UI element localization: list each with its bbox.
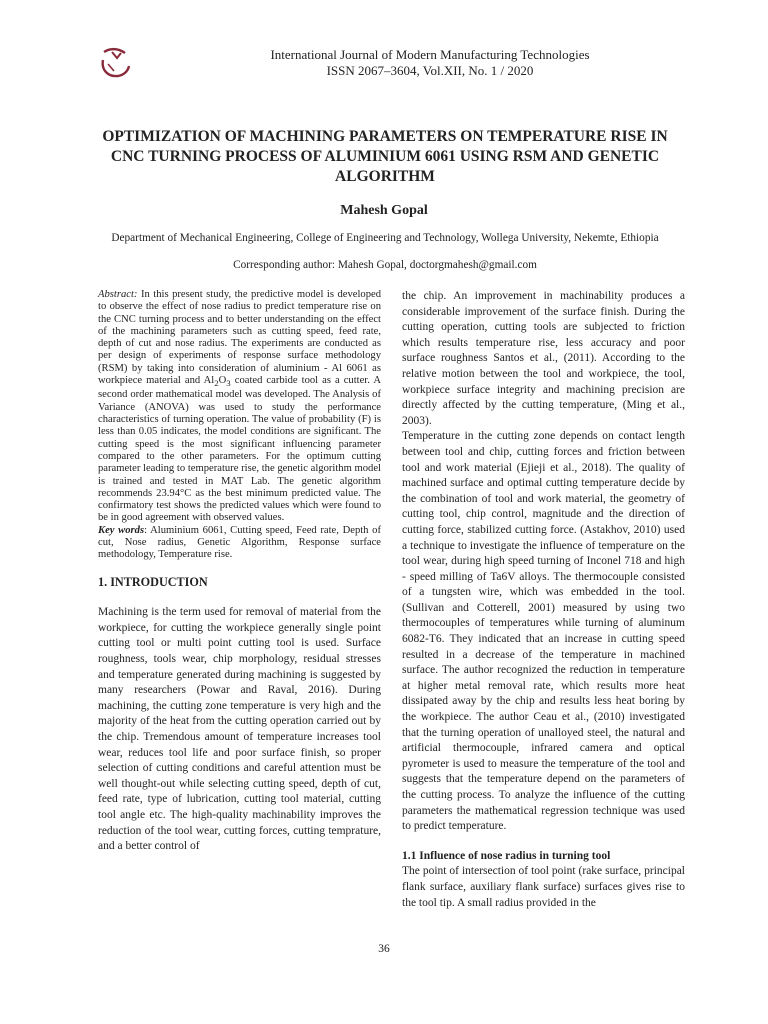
abstract-text-part-1: In this present study, the predictive model is developed to observe the effect of nose radius to predict temperature rise on the CNC turning process and to better understanding on the effect of the machining parameters such as cutting speed, feed rate, depth of cut and nose radius. The experiments are conducted as per design of experiments of response surface methodology (RSM) by taking into consideration of aluminium - Al 6061 as workpiece material and Al: [98, 289, 381, 387]
introduction-paragraph-3: Temperature in the cutting zone depends on contact length between tool and chip, cutting forces and friction between tool and work material (Ejieji et al., 2018). The quality of machined surface and optimal cutting temperature decide by the combination of tool and work material, the geometry of cutting tool, chip control, magnitude and the direction of cutting force, stabilized cutting force. (Astakhov, 2010) used a technique to investigate the influence of temperature on the tool wear, during high speed turning of Inconel 718 and high - speed milling of Ta6V alloys. The thermocouple consisted of a tungsten wire, which was embedded in the tool. (Sullivan and Cotterell, 2001) measured by using two thermocouples of temperatures while turning of aluminum 6082-T6. They indicated that an increase in cutting speed resulted in a decrease of the temperature in machined surface. The author recognized the reduction in temperature at higher metal removal rate, which results more heat dissipated away by the chip and results less heat boring by the workpiece. The author Ceau et al., (2010) investigated that the turning operation of unalloyed steel, the natural and artificial thermocouple, infrared camera and optical pyrometer is used to measure the temperature of the tool and suggests that the temperature depend on the parameters of the cutting process. To analyze the influence of the cutting parameters the mathematical regression technique was used to predict temperature.: [402, 430, 685, 833]
left-column: [98, 289, 381, 855]
keywords-text: : Aluminium 6061, Cutting speed, Feed rate, Depth of cut, Nose radius, Genetic Algorithm, Response surface methodology, Temperature rise.: [98, 524, 381, 561]
journal-name: International Journal of Modern Manufacturing Technologies: [270, 47, 590, 62]
journal-header: [150, 47, 710, 79]
author-affiliation: Department of Mechanical Engineering, College of Engineering and Technology, Wollega University, Nekemte, Ethiopia: [111, 232, 659, 244]
page-number: 36: [378, 943, 390, 955]
abstract-text-part-2: coated carbide tool as a cutter. A second order mathematical model was developed. The Analysis of Variance (ANOVA) was used to study the performance characteristics of turning operation. The value of probability (F) is less than 0.05 indicates, the model conditions are significant. The cutting speed is the most significant influencing parameter compared to the other parameters. For the optimum cutting parameter leading to temperature rise, the genetic algorithm model is trained and tested in MAT Lab. The genetic algorithm recommends 23.94°C as the best minimum predicted value. The confirmatory test shows the predicted values which were found to be in good agreement with observed values.: [98, 375, 381, 524]
introduction-heading: 1. INTRODUCTION: [98, 574, 208, 589]
keywords-label: Key words: [98, 524, 145, 536]
introduction-paragraph-1: Machining is the term used for removal of material from the workpiece, for cutting the workpiece generally single point cutting tool or multi point cutting tool is used. Surface roughness, tools wear, chip morphology, residual stresses and temperature generated during machining is suggested by many researchers (Powar and Raval, 2016). During machining, the cutting zone temperature is very high and the majority of the heat from the cutting operation carried out by the chip. Tremendous amount of temperature increases tool wear, reduces tool life and poor surface finish, so proper selection of cutting conditions and careful attention must be well thought-out while selecting cutting speed, depth of cut, feed rate, type of lubrication, cutting tool material, cutting tool angle etc. The high-quality machinability improves the reduction of the tool wear, cutting forces, cutting temprature, and a better control of: [98, 606, 381, 853]
corresponding-author: Corresponding author: Mahesh Gopal, doctorgmahesh@gmail.com: [233, 259, 537, 271]
journal-logo-icon: [98, 44, 132, 80]
paper-title: OPTIMIZATION OF MACHINING PARAMETERS ON TEMPERATURE RISE IN CNC TURNING PROCESS OF ALUMINIUM 6061 USING RSM AND GENETIC ALGORITHM: [102, 128, 668, 185]
abstract-subscript-3: 3: [226, 378, 231, 389]
abstract-formula-o: O: [218, 375, 227, 387]
author-name: Mahesh Gopal: [340, 203, 428, 218]
abstract: [98, 289, 381, 525]
keywords: [98, 525, 381, 562]
subsection-paragraph: The point of intersection of tool point (rake surface, principal flank surface, auxiliary flank surface) surfaces gives rise to the tool tip. A small radius provided in the: [402, 865, 685, 909]
right-column: [402, 289, 685, 911]
introduction-paragraph-2: the chip. An improvement in machinability produces a considerable improvement of the surface finish. During the cutting operation, cutting tools are subjected to friction which results temperature rise, less accuracy and poor surface roughness Santos et al., (2011). According to the relative motion between the tool and workpiece, the tool, workpiece surface integrity and machining precision are directly affected by the cutting temperature, (Ming et al., 2003).: [402, 290, 685, 427]
journal-issn: ISSN 2067–3604, Vol.XII, No. 1 / 2020: [326, 63, 534, 78]
subsection-heading: 1.1 Influence of nose radius in turning tool: [402, 849, 611, 862]
abstract-label: Abstract:: [98, 289, 138, 300]
abstract-subscript-2: 2: [214, 378, 219, 389]
